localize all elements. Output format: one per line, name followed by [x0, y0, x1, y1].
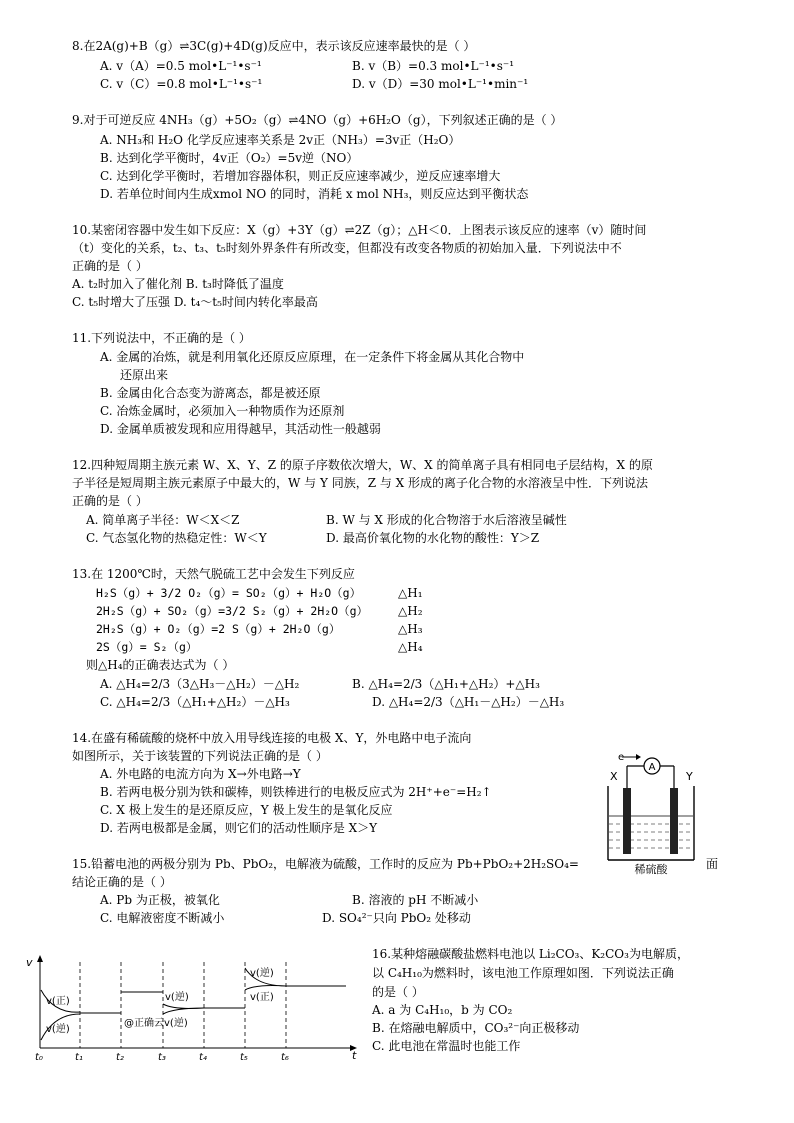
electron-label: e [618, 752, 625, 763]
q13-reaction-1: H₂S（g）+ 3/2 O₂（g）= SO₂（g）+ H₂O（g） [96, 586, 362, 600]
tick-t2: t₂ [116, 1052, 124, 1063]
q13-stem: 13.在 1200℃时，天然气脱硫工艺中会发生下列反应 [72, 567, 355, 581]
q12-line3: 正确的是（ ） [72, 494, 148, 508]
q13-dh4: △H₄ [398, 640, 423, 654]
v-axis-arrowhead-icon [37, 955, 43, 962]
tick-t6: t₆ [281, 1052, 289, 1063]
electron-arrowhead-icon [636, 754, 641, 760]
tick-t4: t₄ [199, 1052, 207, 1063]
q12-option-b: B. W 与 X 形成的化合物溶于水后溶液呈碱性 [326, 513, 567, 527]
q13-reaction-4: 2S（g）= S₂（g） [96, 640, 198, 654]
q13-dh1: △H₁ [398, 586, 423, 600]
q10-line1: 10.某密闭容器中发生如下反应：X（g）+3Y（g）⇌2Z（g）；△H＜0．上图表示该反应的速率（v）随时间 [72, 223, 647, 237]
label-v-reverse-3: v(逆) [250, 968, 274, 979]
q15-option-b: B. 溶液的 pH 不断减小 [352, 893, 479, 907]
tick-t1: t₁ [75, 1052, 83, 1063]
label-v-reverse-mid: v(逆) [165, 992, 189, 1003]
q16-line2: 以 C₄H₁₀为燃料时，该电池工作原理如图．下列说法正确 [372, 966, 674, 980]
q12-option-a: A. 简单离子半径：W＜X＜Z [86, 513, 240, 527]
q8-option-c: C. v（C）=0.8 mol•L⁻¹•s⁻¹ [100, 77, 263, 91]
q10-options-ab: A. t₂时加入了催化剂 B. t₃时降低了温度 [72, 277, 284, 291]
q11-option-a: A. 金属的冶炼，就是利用氧化还原反应原理，在一定条件下将金属从其化合物中 [100, 350, 525, 364]
q15-option-c: C. 电解液密度不断减小 [100, 911, 225, 925]
q14-option-c: C. X 极上发生的是还原反应，Y 极上发生的是氧化反应 [100, 803, 393, 817]
q16-line3: 的是（ ） [372, 985, 424, 999]
rate-time-graph [24, 952, 364, 1064]
electrode-y [670, 788, 678, 854]
q14-line2: 如图所示，关于该装置的下列说法正确的是（ ） [72, 749, 328, 763]
q16-option-c: C. 此电池在常温时也能工作 [372, 1039, 521, 1053]
q14-line1: 14.在盛有稀硫酸的烧杯中放入用导线连接的电极 X、Y，外电路中电子流向 [72, 731, 472, 745]
v-curves-after-t3 [163, 1004, 204, 1014]
q16-line1: 16.某种熔融碳酸盐燃料电池以 Li₂CO₃、K₂CO₃为电解质， [372, 947, 689, 961]
q13-reaction-2: 2H₂S（g）+ SO₂（g）=3/2 S₂（g）+ 2H₂O（g） [96, 604, 369, 618]
q9-option-a: A. NH₃和 H₂O 化学反应速率关系是 2v正（NH₃）=3v正（H₂O） [100, 133, 461, 147]
q11-option-a-cont: 还原出来 [120, 368, 169, 382]
q14-option-b: B. 若两电极分别为铁和碳棒，则铁棒进行的电极反应式为 2H⁺+e⁻=H₂↑ [100, 785, 492, 799]
q11-option-d: D. 金属单质被发现和应用得越早，其活动性一般越弱 [100, 422, 381, 436]
electrode-x-label: X [610, 770, 618, 783]
q14-beaker-figure [600, 748, 710, 876]
q15-line1-tail: 面 [706, 857, 719, 871]
q14-option-d: D. 若两电极都是金属，则它们的活动性顺序是 X＞Y [100, 821, 378, 835]
q13-dh3: △H₃ [398, 622, 423, 636]
q8-option-a: A. v（A）=0.5 mol•L⁻¹•s⁻¹ [100, 59, 262, 73]
q15-line2: 结论正确的是（ ） [72, 875, 172, 889]
q9-option-b: B. 达到化学平衡时，4v正（O₂）=5v逆（NO） [100, 151, 359, 165]
t-axis-label: t [352, 1049, 357, 1062]
label-v-forward-1: v(正) [46, 996, 70, 1007]
q13-ask: 则△H₄的正确表达式为（ ） [86, 658, 235, 672]
q8-option-d: D. v（D）=30 mol•L⁻¹•min⁻¹ [352, 77, 529, 91]
ammeter-label: A [648, 762, 656, 773]
q10-line2: （t）变化的关系，t₂、t₃、t₅时刻外界条件有所改变，但都没有改变各物质的初始加入量．下列说法中不 [72, 241, 622, 255]
q12-option-c: C. 气态氢化物的热稳定性：W＜Y [86, 531, 267, 545]
label-watermark: @正确云v(逆) [124, 1018, 188, 1029]
q13-option-d: D. △H₄=2/3（△H₁－△H₂）－△H₃ [372, 695, 565, 709]
q16-option-b: B. 在熔融电解质中，CO₃²⁻向正极移动 [372, 1021, 580, 1035]
tick-t3: t₃ [158, 1052, 166, 1063]
q10-line3: 正确的是（ ） [72, 259, 148, 273]
q15-line1: 15.铅蓄电池的两极分别为 Pb、PbO₂，电解液为硫酸，工作时的反应为 Pb+PbO₂+2H₂SO₄= [72, 857, 579, 871]
q9-stem: 9.对于可逆反应 4NH₃（g）+5O₂（g）⇌4NO（g）+6H₂O（g），下列叙述正确的是（ ） [72, 113, 563, 127]
q10-options-cd: C. t₅时增大了压强 D. t₄～t₅时间内转化率最高 [72, 295, 318, 309]
q13-option-c: C. △H₄=2/3（△H₁+△H₂）－△H₃ [100, 695, 290, 709]
q12-line1: 12.四种短周期主族元素 W、X、Y、Z 的原子序数依次增大，W、X 的简单离子具有相同电子层结构，X 的原 [72, 458, 653, 472]
q11-option-b: B. 金属由化合态变为游离态，都是被还原 [100, 386, 321, 400]
electrode-y-label: Y [686, 770, 693, 783]
q12-option-d: D. 最高价氧化物的水化物的酸性：Y＞Z [326, 531, 540, 545]
q9-option-c: C. 达到化学平衡时，若增加容器体积，则正反应速率减少，逆反应速率增大 [100, 169, 501, 183]
q12-line2: 子半径是短周期主族元素原子中最大的，W 与 Y 同族，Z 与 X 形成的离子化合物的水溶液呈中性．下列说法 [72, 476, 649, 490]
q9-option-d: D. 若单位时间内生成xmol NO 的同时，消耗 x mol NH₃，则反应达到平衡状态 [100, 187, 529, 201]
q13-option-b: B. △H₄=2/3（△H₁+△H₂）+△H₃ [352, 677, 540, 691]
q13-reaction-3: 2H₂S（g）+ O₂（g）=2 S（g）+ 2H₂O（g） [96, 622, 341, 636]
q11-stem: 11.下列说法中，不正确的是（ ） [72, 331, 251, 345]
q16-option-a: A. a 为 C₄H₁₀，b 为 CO₂ [372, 1003, 513, 1017]
electrode-x [623, 788, 631, 854]
q13-dh2: △H₂ [398, 604, 423, 618]
q14-option-a: A. 外电路的电流方向为 X→外电路→Y [100, 767, 301, 781]
label-v-reverse-1: v(逆) [46, 1024, 70, 1035]
q15-option-d: D. SO₄²⁻只向 PbO₂ 处移动 [322, 911, 471, 925]
q8-option-b: B. v（B）=0.3 mol•L⁻¹•s⁻¹ [352, 59, 515, 73]
q13-option-a: A. △H₄=2/3（3△H₃－△H₂）－△H₂ [100, 677, 300, 691]
tick-t0: t₀ [35, 1052, 43, 1063]
v-axis-label: v [26, 956, 33, 969]
tick-t5: t₅ [240, 1052, 248, 1063]
solution-label: 稀硫酸 [634, 863, 668, 876]
label-v-forward-3: v(正) [250, 992, 274, 1003]
q15-option-a: A. Pb 为正极，被氧化 [100, 893, 220, 907]
q11-option-c: C. 冶炼金属时，必须加入一种物质作为还原剂 [100, 404, 345, 418]
q8-stem: 8.在2A(g)+B（g）⇌3C(g)+4D(g)反应中，表示该反应速率最快的是（ ） [72, 39, 476, 53]
